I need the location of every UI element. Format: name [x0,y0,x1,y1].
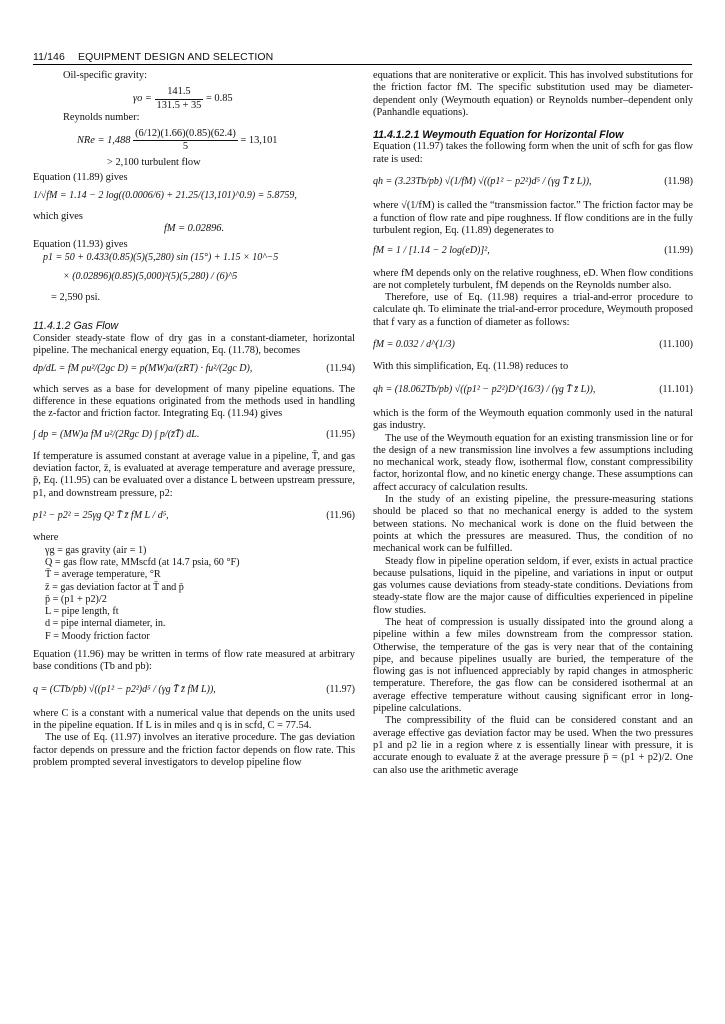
paragraph-iterative: The use of Eq. (11.97) involves an iterative procedure. The gas deviation factor depends on pressure and the friction factor depends on flow rate. This problem prompted several investigators to develop pipeline flow [33,732,355,769]
paragraph-relative-roughness: where fM depends only on the relative roughness, eD. When flow conditions are not completely turbulent, fM depends on the Reynolds number also. [373,267,693,291]
equation-p1-line1: p1 = 50 + 0.433(0.85)(5)(5,280) sin (15°) + 1.15 × 10^−5 [43,251,279,263]
paragraph-gas-flow: Consider steady-state flow of dry gas in a constant-diameter, horizontal pipeline. The mechanical energy equation, Eq. (11.78), becomes [33,332,355,357]
paragraph-weymouth-form: which is the form of the Weymouth equation commonly used in the natural gas industry. [373,407,693,432]
equation-colebrook: 1/√fM = 1.14 − 2 log((0.0006/6) + 21.25/(13,101)^0.9) = 5.8759, [33,190,297,202]
which-gives-label: which gives [33,210,83,222]
paragraph-weymouth-intro: Equation (11.97) takes the following form when the unit of scfh for gas flow rate is used: [373,141,693,165]
paragraph-assumptions: The use of the Weymouth equation for an existing transmission line or for the design of a new transmission line involves a few assumptions including no mechanical work, steady flow, isothermal flow, constant compressibility factor, horizontal flow, and no kinetic energy change. These assumptions can affect accuracy of calculation results. [373,432,693,493]
paragraph-noniterative: equations that are noniterative or explicit. This has involved substitutions for the friction factor fM. The specific substitution used may be diameter-dependent only (Weymouth equation) or Reynolds number–dependent only (Panhandle equations). [373,70,693,118]
eq1189-label: Equation (11.89) gives [33,172,128,184]
equation-11-99: fM = 1 / [1.14 − 2 log(eD)]², (11.99) [373,245,693,257]
paragraph-heat-compression: The heat of compression is usually dissipated into the ground along a pipeline within a few miles downstream from the compressor station. Otherwise, the temperature of the gas is very near that of the containing pipe, and because pipelines usually are buried, the temperature of the flowing gas is not influenced appreciably by rapid changes in atmospheric temperature. Therefore, the gas flow can be considered isothermal at an average effective temperature without causing significant error in long-pipeline calculations. [373,616,693,715]
paragraph-after-11-95: If temperature is assumed constant at average value in a pipeline, T̄, and gas deviation factor, z̄, is evaluated at average temperature and average pressure, p̄, Eq. (11.95) can be evaluated over a distance L between upstream pressure, p1, and downstream pressure, p2: [33,450,355,499]
paragraph-existing-pipeline: In the study of an existing pipeline, the pressure-measuring stations should be placed so that no mechanical energy is added to the system between stations. No mechanical work is done on the fluid between the points at which the pressures are measured. Thus, the condition of no mechanical work can be fulfilled. [373,494,693,555]
equation-11-96: p1² − p2² = 25γg Q² T̄ z̄ fM L / d⁵, (11.96) [33,510,355,522]
equation-11-94: dp/dL = fM ρu²/(2gc D) = p(MW)a/(zRT) · fu²/(2gc D), (11.94) [33,363,355,375]
equation-p1-result: = 2,590 psi. [51,292,101,304]
equation-gamma: γo = $\frac{141.5}{131.5 + 35}$ = 0.85 [133,86,233,111]
definition-item: d = pipe internal diameter, in. [45,618,166,630]
eq1193-label: Equation (11.93) gives [33,239,128,251]
left-column [33,70,355,769]
paragraph-simplification: With this simplification, Eq. (11.98) reduces to [373,361,569,373]
running-header [33,51,273,63]
where-label: where [33,532,59,544]
paragraph-steady-flow: Steady flow in pipeline operation seldom, if ever, exists in actual practice because pulsations, liquid in the pipeline, and variations in input or output gas volumes cause deviations from steady-state conditions. Deviations from steady-state flow are the major cause of difficulties experienced in pipeline flow studies. [373,555,693,616]
equation-p1-line2: × (0.02896)(0.85)(5,000)²(5)(5,280) / (6)^5 [63,270,238,282]
oil-sg-label: Oil-specific gravity: [63,70,147,81]
chapter-title: EQUIPMENT DESIGN AND SELECTION [77,51,274,63]
definition-item: Q = gas flow rate, MMscfd (at 14.7 psia, 60 °F) [45,556,240,568]
variable-definitions [33,545,355,643]
equation-11-97: q = (CTb/pb) √((p1² − p2²)d⁵ / (γg T̄ z̄ fM L)), (11.97) [33,683,355,695]
equation-11-101: qh = (18.062Tb/pb) √((p1² − p2²)D^(16/3) / (γg T̄ z̄ L)), (11.101) [373,383,693,395]
paragraph-trial-error: Therefore, use of Eq. (11.98) requires a trial-and-error procedure to calculate qh. To eliminate the trial-and-error procedure, Weymouth proposed that f vary as a function of diameter as follows: [373,292,693,328]
fm-result: fM = 0.02896. [163,222,225,234]
paragraph-transmission-factor: where √(1/fM) is called the “transmission factor.” The friction factor may be a function of flow rate and pipe roughness. If flow conditions are in the fully turbulent region, Eq. (11.89) degenerates to [373,200,693,236]
paragraph-after-11-94: which serves as a base for development of many pipeline equations. The difference in these equations originated from the methods used in handling the z-factor and friction factor. Integrating Eq. (11.94) gives [33,383,355,420]
right-column [373,70,693,777]
reynolds-label: Reynolds number: [63,111,140,123]
definition-item: p̄ = (p1 + p2)/2 [45,593,107,605]
definition-item: T̄ = average temperature, °R [45,569,161,581]
equation-11-95: ∫ dp = (MW)a fM u²/(2Rgc D) ∫ p/(z̄T̄) dL. (11.95) [33,428,355,440]
definition-item: L = pipe length, ft [45,606,119,618]
section-gas-flow-title: 11.4.1.2 Gas Flow [33,320,119,333]
definition-item: z̄ = gas deviation factor at T̄ and p̄ [45,581,184,593]
paragraph-compressibility: The compressibility of the fluid can be considered constant and an average effective gas deviation factor may be used. When the two pressures p1 and p2 lie in a region where z is essentially linear with pressure, it is accurate enough to evaluate z̄ at the average pressure p̄ = (p1 + p2)/2. One can also use the arithmetic average [373,715,693,776]
equation-11-100: fM = 0.032 / d^(1/3) (11.100) [373,339,693,351]
turbulent-note: > 2,100 turbulent flow [107,156,201,168]
section-weymouth-title: 11.4.1.2.1 Weymouth Equation for Horizontal Flow [373,129,624,142]
paragraph-after-11-97: where C is a constant with a numerical value that depends on the units used in the pipeline equation. If L is in miles and q is in scfd, C = 77.54. [33,707,355,732]
page-number: 11/146 [33,51,65,63]
definition-item: γg = gas gravity (air = 1) [45,544,147,556]
paragraph-after-11-96: Equation (11.96) may be written in terms of flow rate measured at arbitrary base conditions (Tb and pb): [33,648,355,673]
equation-reynolds: NRe = 1,488 $\frac{(6/12)(1.66)(0.85)(62.4)}{5}$ = 13,101 [77,128,278,153]
definition-item: F = Moody friction factor [45,630,150,642]
header-rule [33,64,692,65]
equation-11-98: qh = (3.23Tb/pb) √(1/fM) √((p1² − p2²)d⁵ / (γg T̄ z̄ L)), (11.98) [373,176,693,188]
